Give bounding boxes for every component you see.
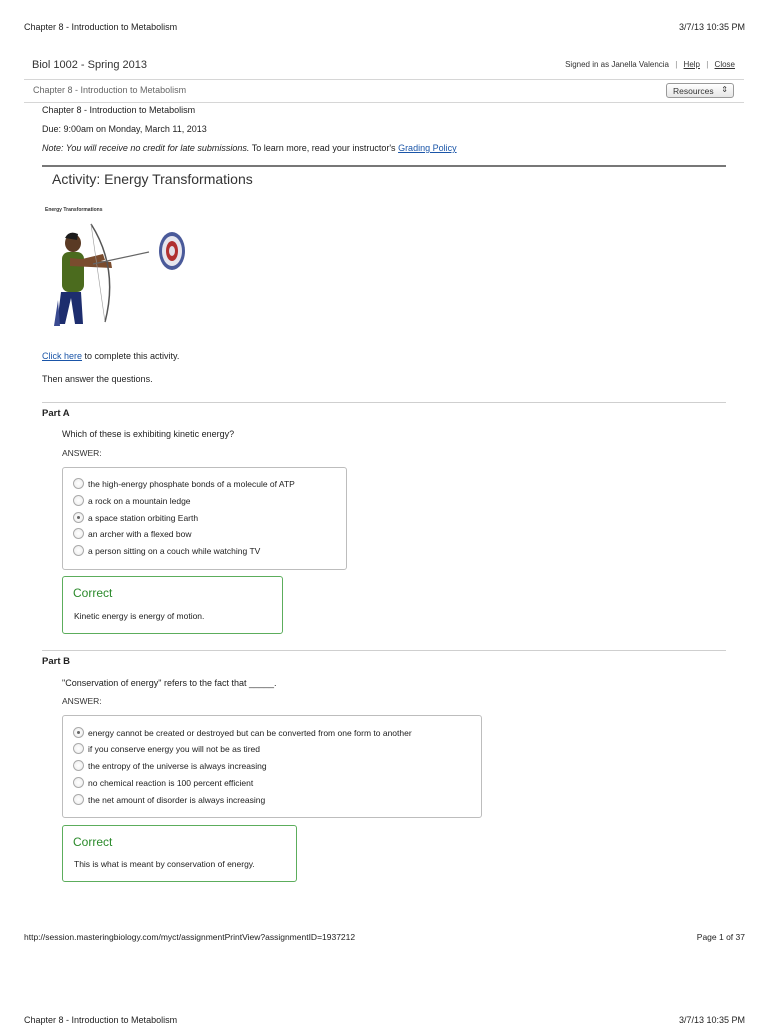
radio-button[interactable]: [73, 545, 84, 556]
choice-option[interactable]: [73, 495, 191, 506]
part-b-title: Part B: [42, 656, 70, 667]
choice-option[interactable]: [73, 777, 253, 788]
part-b-feedback: [62, 825, 297, 882]
choice-label: the high-energy phosphate bonds of a molecule of ATP: [88, 479, 295, 489]
nav-separator: |: [706, 60, 709, 69]
radio-button[interactable]: [73, 743, 84, 754]
choice-option[interactable]: [73, 743, 260, 754]
late-note-italic: Note: You will receive no credit for late submissions.: [42, 143, 250, 153]
radio-button-selected[interactable]: [73, 727, 84, 738]
choice-label: the entropy of the universe is always increasing: [88, 761, 267, 771]
part-b-answer-label: ANSWER:: [62, 696, 102, 706]
choice-label: a rock on a mountain ledge: [88, 496, 191, 506]
activity-divider: [42, 165, 726, 167]
footer-url: http://session.masteringbiology.com/myct/assignmentPrintView?assignmentID=1937212: [24, 932, 356, 942]
choice-option[interactable]: [73, 478, 295, 489]
header-divider: [24, 79, 744, 80]
breadcrumb[interactable]: Chapter 8 - Introduction to Metabolism: [33, 85, 187, 95]
choice-label: the net amount of disorder is always increasing: [88, 795, 266, 805]
choice-option-selected[interactable]: [73, 727, 412, 738]
part-a-question: Which of these is exhibiting kinetic energy?: [62, 429, 235, 439]
activity-image-caption: Energy Transformations: [45, 207, 103, 213]
part-b-question: "Conservation of energy" refers to the fact that _____.: [62, 678, 277, 688]
part-a-choices: [62, 467, 347, 570]
choice-option-selected[interactable]: [73, 512, 198, 523]
archer-illustration: [45, 218, 195, 330]
choice-option[interactable]: [73, 528, 191, 539]
due-date: Due: 9:00am on Monday, March 11, 2013: [42, 124, 207, 134]
part-b-divider: [42, 650, 726, 651]
radio-button-selected[interactable]: [73, 512, 84, 523]
chevron-updown-icon: ⇕: [721, 85, 728, 94]
nav-separator: |: [675, 60, 678, 69]
subheader-divider: [24, 102, 744, 103]
radio-button[interactable]: [73, 528, 84, 539]
part-a-title: Part A: [42, 408, 70, 419]
late-note: [42, 143, 457, 153]
choice-option[interactable]: [73, 545, 260, 556]
assignment-title: Chapter 8 - Introduction to Metabolism: [42, 105, 196, 115]
radio-button[interactable]: [73, 760, 84, 771]
choice-label: if you conserve energy you will not be as tired: [88, 744, 260, 754]
choice-option[interactable]: [73, 760, 267, 771]
choice-label: a space station orbiting Earth: [88, 513, 199, 523]
feedback-title: Correct: [73, 586, 113, 600]
feedback-message: This is what is meant by conservation of energy.: [74, 859, 255, 869]
user-nav: [565, 60, 735, 69]
radio-button[interactable]: [73, 777, 84, 788]
click-here-link[interactable]: Click here: [42, 351, 83, 361]
course-title: Biol 1002 - Spring 2013: [32, 59, 147, 71]
choice-label: no chemical reaction is 100 percent efficient: [88, 778, 254, 788]
late-note-text: To learn more, read your instructor's: [249, 143, 399, 153]
activity-title: Activity: Energy Transformations: [52, 171, 253, 187]
choice-label: an archer with a flexed bow: [88, 529, 192, 539]
resources-label: Resources: [673, 86, 714, 96]
then-answer-text: Then answer the questions.: [42, 374, 153, 384]
activity-instruction: [42, 351, 179, 361]
print-header-timestamp: 3/7/13 10:35 PM: [678, 22, 745, 32]
print-header-timestamp: 3/7/13 10:35 PM: [678, 1015, 745, 1025]
radio-button[interactable]: [73, 478, 84, 489]
resources-dropdown[interactable]: [666, 83, 734, 98]
feedback-title: Correct: [73, 835, 113, 849]
choice-label: energy cannot be created or destroyed but can be converted from one form to another: [88, 728, 412, 738]
part-a-answer-label: ANSWER:: [62, 448, 102, 458]
close-link[interactable]: Close: [714, 60, 735, 69]
radio-button[interactable]: [73, 495, 84, 506]
print-header-title: Chapter 8 - Introduction to Metabolism: [24, 1015, 178, 1025]
choice-option[interactable]: [73, 794, 265, 805]
activity-instruction-text: to complete this activity.: [82, 351, 180, 361]
footer-page-number: Page 1 of 37: [696, 932, 745, 942]
part-b-choices: [62, 715, 482, 818]
help-link[interactable]: Help: [683, 60, 700, 69]
radio-button[interactable]: [73, 794, 84, 805]
choice-label: a person sitting on a couch while watching TV: [88, 546, 261, 556]
feedback-message: Kinetic energy is energy of motion.: [74, 611, 205, 621]
signed-in-label: Signed in as Janella Valencia: [565, 60, 669, 69]
part-a-feedback: [62, 576, 283, 634]
print-header-title: Chapter 8 - Introduction to Metabolism: [24, 22, 178, 32]
grading-policy-link[interactable]: Grading Policy: [398, 143, 457, 153]
part-a-divider: [42, 402, 726, 403]
